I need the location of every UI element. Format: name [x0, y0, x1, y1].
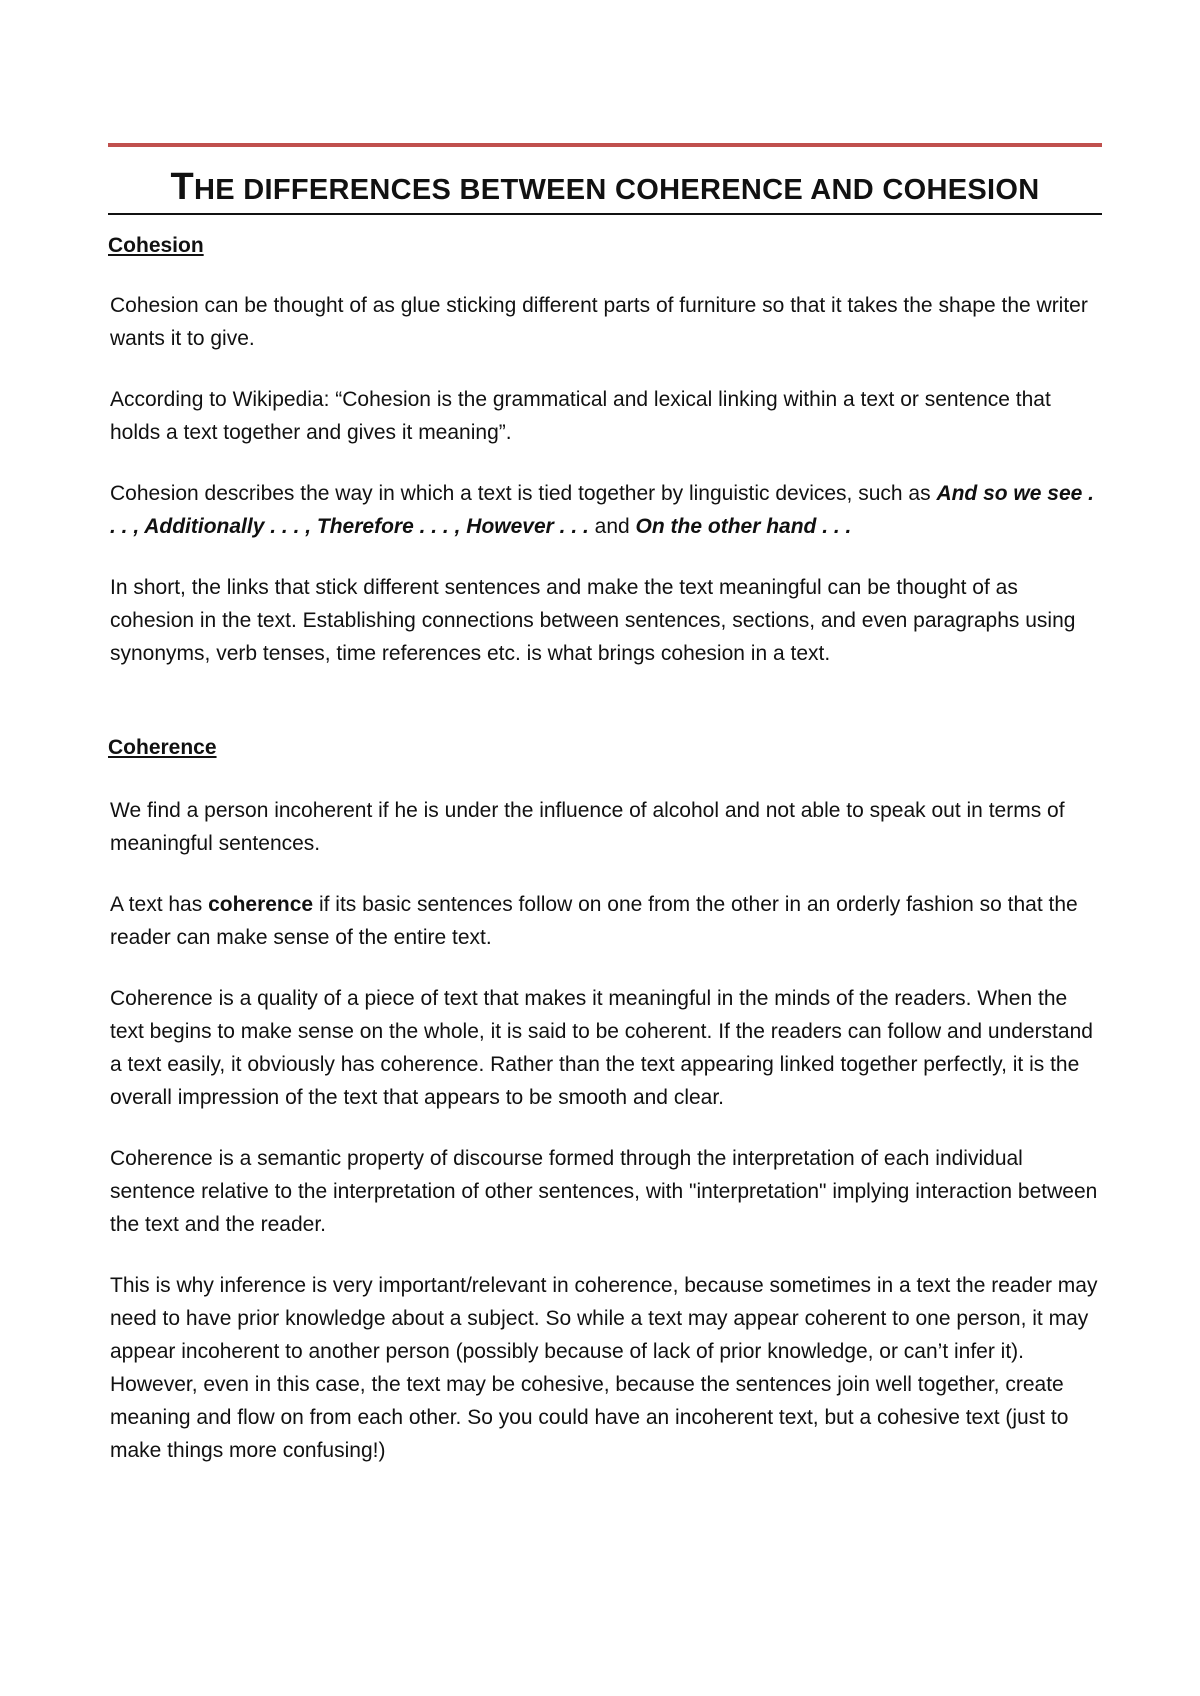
document-title: [108, 166, 1102, 208]
coherence-paragraph-1: We find a person incoherent if he is under the influence of alcohol and not able to speak out in terms of meaningful sentences.: [110, 799, 1065, 855]
title-bottom-rule: [108, 213, 1102, 215]
title-top-rule: [108, 143, 1102, 147]
coherence-p2-post: if its basic sentences follow on one from the other in an orderly fashion so that the reader can make sense of the entire text.: [110, 893, 1078, 949]
title-initial: T: [170, 166, 195, 208]
cohesion-p3-other-hand: On the other hand . . .: [635, 515, 852, 538]
cohesion-paragraph-2: According to Wikipedia: “Cohesion is the grammatical and lexical linking within a text or sentence that holds a text together and gives it meaning”.: [110, 388, 1051, 444]
cohesion-p3-intro: Cohesion describes the way in which a text is tied together by linguistic devices, such as: [110, 482, 937, 505]
coherence-p2-pre: A text has: [110, 893, 209, 916]
coherence-p2-bold: coherence: [208, 893, 314, 916]
cohesion-p3-and: and: [588, 515, 636, 538]
cohesion-p3-devices: And so we see . . . , Additionally . . . , Therefore . . . , However . . .: [110, 482, 1094, 538]
coherence-paragraph-4: Coherence is a semantic property of discourse formed through the interpretation of each individual sentence relative to the interpretation of other sentences, with "interpretation" implying interaction between the text and the reader.: [110, 1147, 1098, 1236]
document-page: [108, 143, 1102, 1467]
cohesion-heading: Cohesion: [108, 234, 204, 257]
cohesion-paragraph-3: [108, 477, 1102, 543]
cohesion-paragraph-1: Cohesion can be thought of as glue sticking different parts of furniture so that it takes the shape the writer wants it to give.: [110, 294, 1088, 350]
coherence-paragraph-2: [108, 888, 1102, 954]
cohesion-paragraph-4: In short, the links that stick different sentences and make the text meaningful can be thought of as cohesion in the text. Establishing connections between sentences, sections, and even paragraphs using synonyms, verb tenses, time references etc. is what brings cohesion in a text.: [110, 576, 1076, 665]
title-text: HE DIFFERENCES BETWEEN COHERENCE AND COHESION: [194, 174, 1040, 206]
coherence-heading: Coherence: [108, 736, 217, 759]
coherence-paragraph-5: This is why inference is very important/relevant in coherence, because sometimes in a text the reader may need to have prior knowledge about a subject. So while a text may appear coherent to one person, it may appear incoherent to another person (possibly because of lack of prior knowledge, or can’t infer it). However, even in this case, the text may be cohesive, because the sentences join well together, create meaning and flow on from each other. So you could have an incoherent text, but a cohesive text (just to make things more confusing!): [110, 1274, 1098, 1462]
coherence-paragraph-3: Coherence is a quality of a piece of text that makes it meaningful in the minds of the readers. When the text begins to make sense on the whole, it is said to be coherent. If the readers can follow and understand a text easily, it obviously has coherence. Rather than the text appearing linked together perfectly, it is the overall impression of the text that appears to be smooth and clear.: [110, 987, 1093, 1109]
